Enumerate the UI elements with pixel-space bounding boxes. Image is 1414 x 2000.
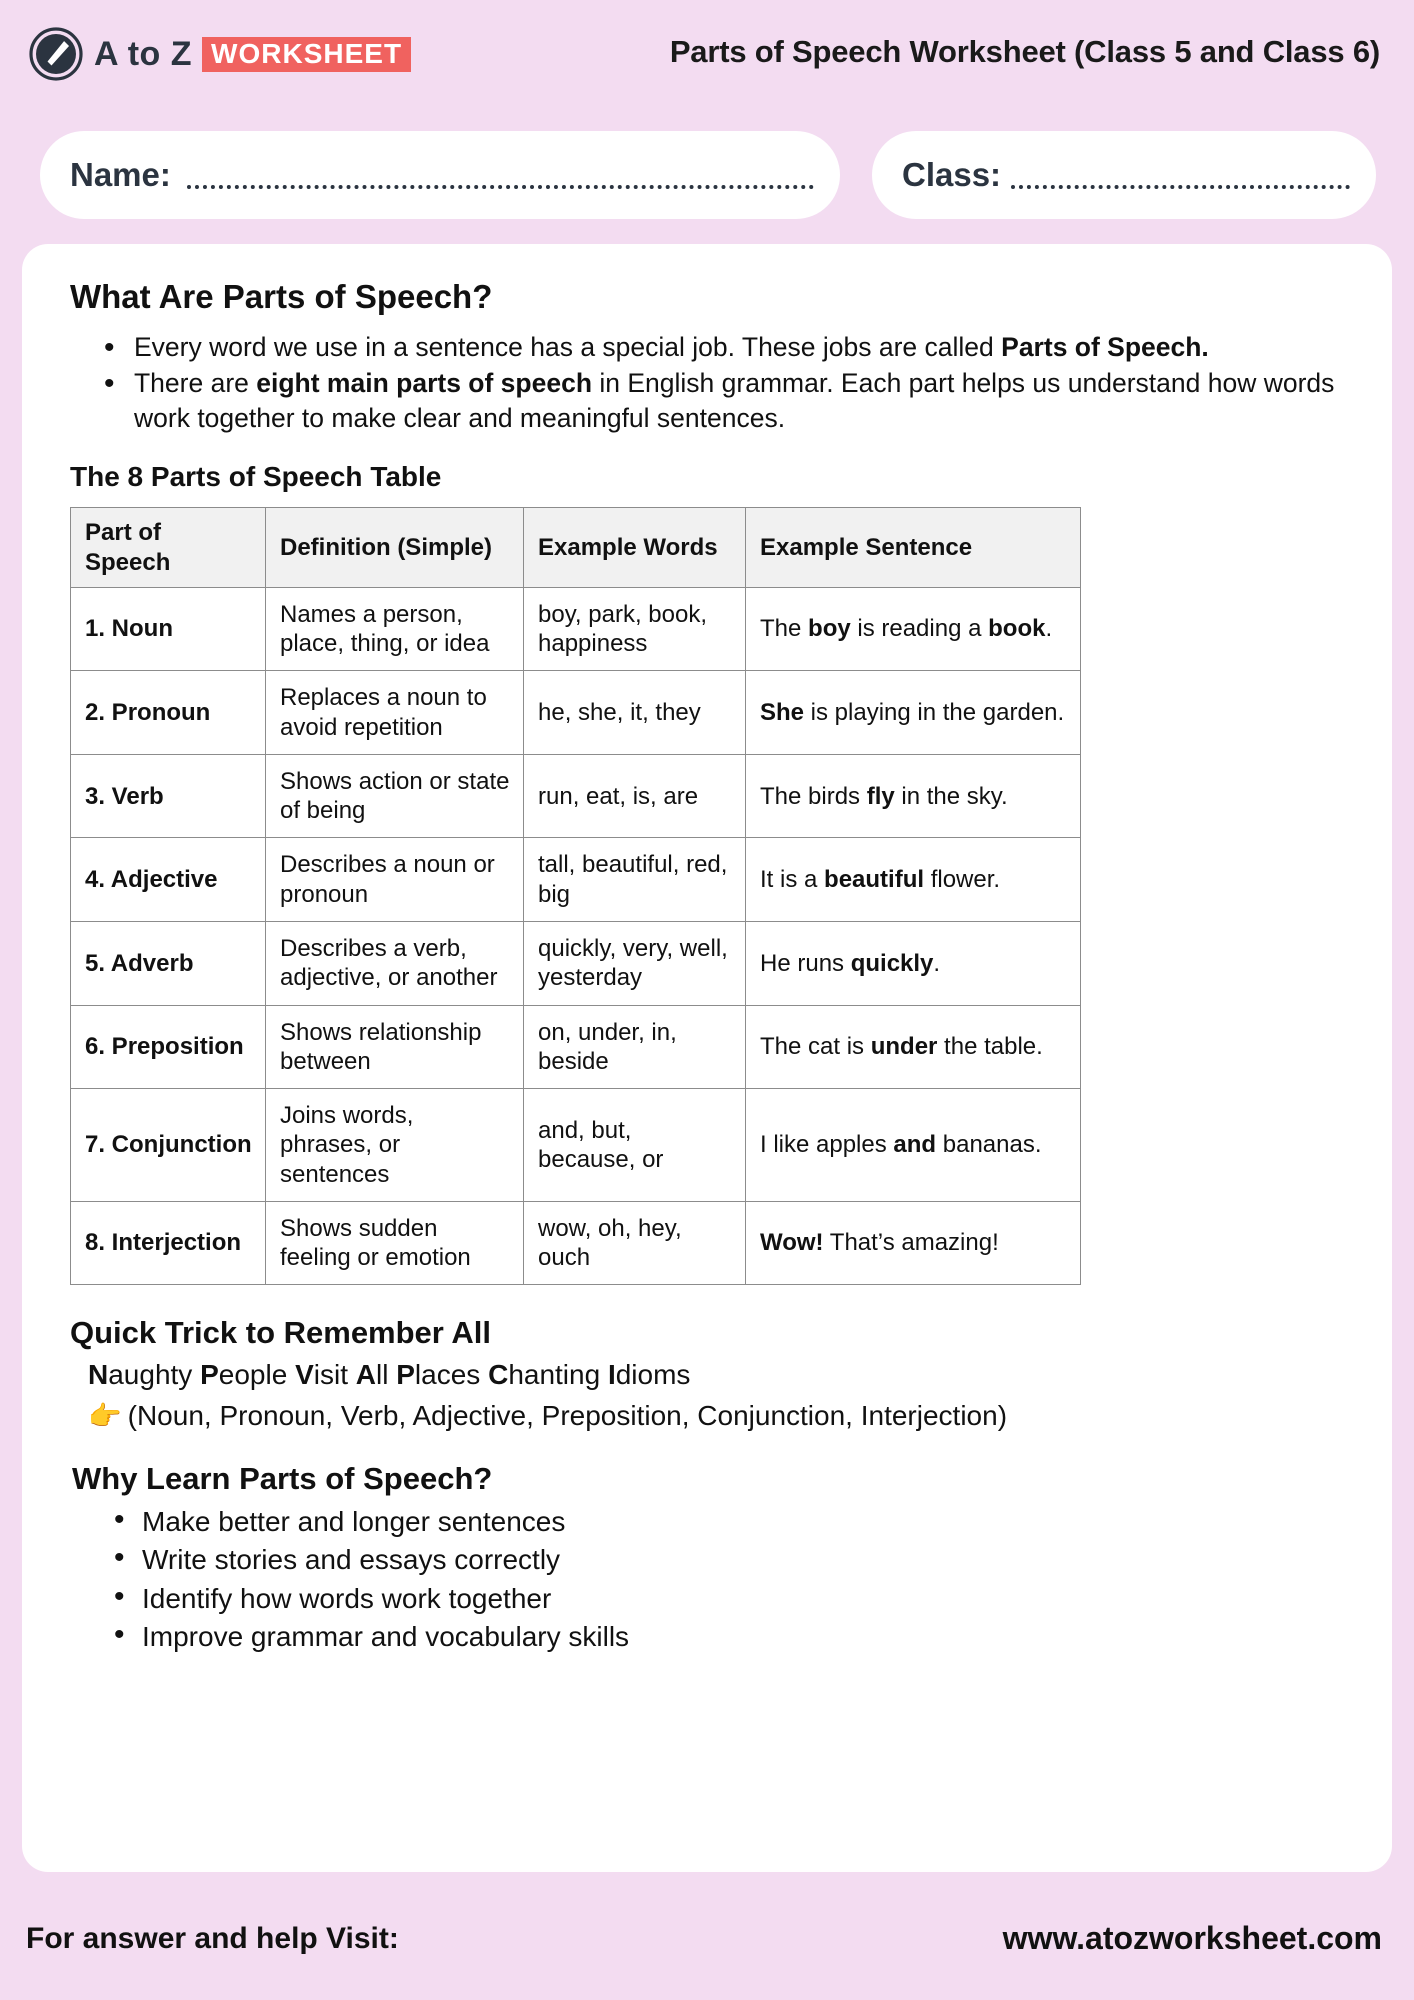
brand-name-atoz: A to Z — [94, 34, 193, 73]
class-field-label: Class: — [902, 156, 1002, 193]
cell-example-words: quickly, very, well, yesterday — [524, 921, 746, 1005]
table-header — [71, 508, 1081, 588]
bold-text: eight main parts of speech — [256, 368, 593, 399]
table-column-header-3: Example Words — [524, 508, 746, 588]
plain-text: . — [933, 949, 941, 977]
cell-part-of-speech: 6. Preposition — [71, 1005, 266, 1089]
cell-example-sentence — [746, 754, 1081, 838]
cell-part-of-speech: 5. Adverb — [71, 921, 266, 1005]
table-column-header-4: Example Sentence — [746, 508, 1081, 588]
why-learn-item: • Make better and longer sentences — [108, 1503, 1352, 1541]
plain-text: Every word we use in a sentence has a special job. These jobs are called — [134, 332, 1002, 362]
cell-example-words: on, under, in, beside — [524, 1005, 746, 1089]
bold-text: I — [607, 1359, 616, 1391]
section-heading-parts-of-speech-table: The 8 Parts of Speech Table — [70, 461, 442, 493]
plain-text: laces — [414, 1359, 489, 1391]
why-learn-item: • Improve grammar and vocabulary skills — [108, 1618, 1352, 1656]
parts-of-speech-table — [70, 507, 1081, 1285]
bold-text: V — [295, 1359, 314, 1391]
cell-part-of-speech: 3. Verb — [71, 754, 266, 838]
bold-text: She — [760, 699, 805, 726]
plain-text: There are — [134, 368, 257, 399]
cell-example-sentence — [746, 838, 1081, 922]
page-footer — [0, 1884, 1414, 2000]
bold-text: under — [870, 1033, 938, 1061]
why-learn-item: • Write stories and essays correctly — [108, 1541, 1352, 1579]
bold-text: P — [396, 1359, 415, 1391]
bold-text: and — [893, 1131, 937, 1159]
bold-text: quickly — [850, 949, 934, 977]
cell-example-sentence — [746, 1201, 1081, 1285]
brand-logo — [28, 26, 411, 82]
class-field[interactable] — [872, 131, 1376, 219]
table-row — [71, 838, 1081, 922]
cell-part-of-speech: 2. Pronoun — [71, 671, 266, 755]
cell-definition: Describes a verb, adjective, or another — [266, 921, 524, 1005]
cell-example-sentence — [746, 587, 1081, 671]
cell-part-of-speech: 7. Conjunction — [71, 1089, 266, 1202]
plain-text: flower. — [924, 866, 1001, 894]
why-learn-list — [108, 1503, 1352, 1655]
cell-example-sentence — [746, 921, 1081, 1005]
table-column-header-1: Part of Speech — [71, 508, 266, 588]
plain-text: The cat is — [760, 1033, 871, 1061]
footer-website-url[interactable]: www.atozworksheet.com — [1002, 1920, 1382, 1956]
cell-part-of-speech: 1. Noun — [71, 587, 266, 671]
why-learn-item: • Identify how words work together — [108, 1580, 1352, 1618]
plain-text: isit — [313, 1359, 356, 1391]
cell-definition: Shows action or state of being — [266, 754, 524, 838]
cell-definition: Shows sudden feeling or emotion — [266, 1201, 524, 1285]
table-row — [71, 587, 1081, 671]
table-header-row — [71, 508, 1081, 588]
table-row — [71, 1201, 1081, 1285]
bold-text: N — [88, 1359, 109, 1391]
mnemonic-expansion-line — [88, 1398, 1352, 1433]
name-field[interactable] — [40, 131, 840, 219]
cell-part-of-speech: 8. Interjection — [71, 1201, 266, 1285]
bold-text: C — [488, 1359, 509, 1391]
intro-bullet-list — [94, 330, 1352, 435]
table-column-header-2: Definition (Simple) — [266, 508, 524, 588]
cell-definition: Describes a noun or pronoun — [266, 838, 524, 922]
table-row — [71, 1089, 1081, 1202]
cell-definition: Names a person, place, thing, or idea — [266, 587, 524, 671]
cell-example-sentence — [746, 1005, 1081, 1089]
cell-example-sentence — [746, 671, 1081, 755]
plain-text: dioms — [615, 1359, 691, 1391]
student-fields — [0, 131, 1414, 221]
section-heading-why-learn: Why Learn Parts of Speech? — [72, 1461, 493, 1497]
bold-text: P — [200, 1359, 219, 1391]
plain-text: . — [1045, 615, 1053, 643]
plain-text: The birds — [760, 782, 867, 810]
plain-text: That’s amazing! — [823, 1229, 999, 1257]
mnemonic-line — [88, 1357, 1352, 1392]
bold-text: beautiful — [824, 866, 925, 894]
cell-example-words: wow, oh, hey, ouch — [524, 1201, 746, 1285]
plain-text: It is a — [760, 866, 825, 894]
plain-text: ll — [376, 1359, 397, 1391]
mnemonic-expansion-text: (Noun, Pronoun, Verb, Adjective, Preposition, Conjunction, Interjection) — [127, 1400, 1008, 1432]
plain-text: He runs — [760, 949, 851, 977]
section-heading-quick-trick: Quick Trick to Remember All — [70, 1315, 491, 1351]
class-write-line[interactable] — [1011, 185, 1350, 189]
plain-text: The — [760, 615, 809, 643]
page-title: Parts of Speech Worksheet (Class 5 and Class 6) — [669, 34, 1380, 69]
name-write-line[interactable] — [187, 185, 814, 189]
table-row — [71, 754, 1081, 838]
bold-text: fly — [866, 782, 895, 810]
name-field-label: Name: — [70, 156, 171, 193]
table-row — [71, 921, 1081, 1005]
cell-example-words: tall, beautiful, red, big — [524, 838, 746, 922]
cell-definition: Replaces a noun to avoid repetition — [266, 671, 524, 755]
plain-text: in English grammar. Each part helps us understand how words work together to make clear and meaningful sentences. — [134, 368, 1335, 433]
worksheet-content-card — [22, 244, 1392, 1872]
pen-circle-logo-icon — [28, 26, 84, 82]
plain-text: eople — [218, 1359, 296, 1391]
plain-text: the table. — [937, 1033, 1043, 1061]
brand-name-worksheet: WORKSHEET — [202, 37, 411, 72]
plain-text: is reading a — [850, 615, 989, 643]
plain-text: aughty — [108, 1359, 201, 1391]
bold-text: Wow! — [760, 1229, 824, 1257]
section-heading-what-are-parts-of-speech: What Are Parts of Speech? — [70, 278, 493, 315]
cell-part-of-speech: 4. Adjective — [71, 838, 266, 922]
cell-definition: Shows relationship between — [266, 1005, 524, 1089]
cell-example-words: run, eat, is, are — [524, 754, 746, 838]
bold-text: Parts of Speech. — [1001, 332, 1209, 362]
plain-text: is playing in the garden. — [804, 699, 1065, 726]
table-row — [71, 671, 1081, 755]
cell-example-words: boy, park, book, happiness — [524, 587, 746, 671]
table-row — [71, 1005, 1081, 1089]
bold-text: book — [988, 615, 1046, 643]
intro-bullet-item — [94, 366, 1352, 435]
cell-definition: Joins words, phrases, or sentences — [266, 1089, 524, 1202]
cell-example-words: and, but, because, or — [524, 1089, 746, 1202]
intro-bullet-item — [94, 330, 1352, 364]
plain-text: I like apples — [760, 1131, 894, 1159]
plain-text: hanting — [508, 1359, 608, 1391]
cell-example-words: he, she, it, they — [524, 671, 746, 755]
pointing-finger-icon: 👉 — [88, 1401, 122, 1432]
bold-text: A — [355, 1359, 376, 1391]
plain-text: in the sky. — [894, 782, 1008, 810]
footer-help-text: For answer and help Visit: — [26, 1922, 399, 1955]
cell-example-sentence — [746, 1089, 1081, 1202]
bold-text: boy — [808, 615, 851, 643]
page-header — [0, 0, 1414, 238]
table-body — [71, 587, 1081, 1285]
plain-text: bananas. — [936, 1131, 1042, 1159]
